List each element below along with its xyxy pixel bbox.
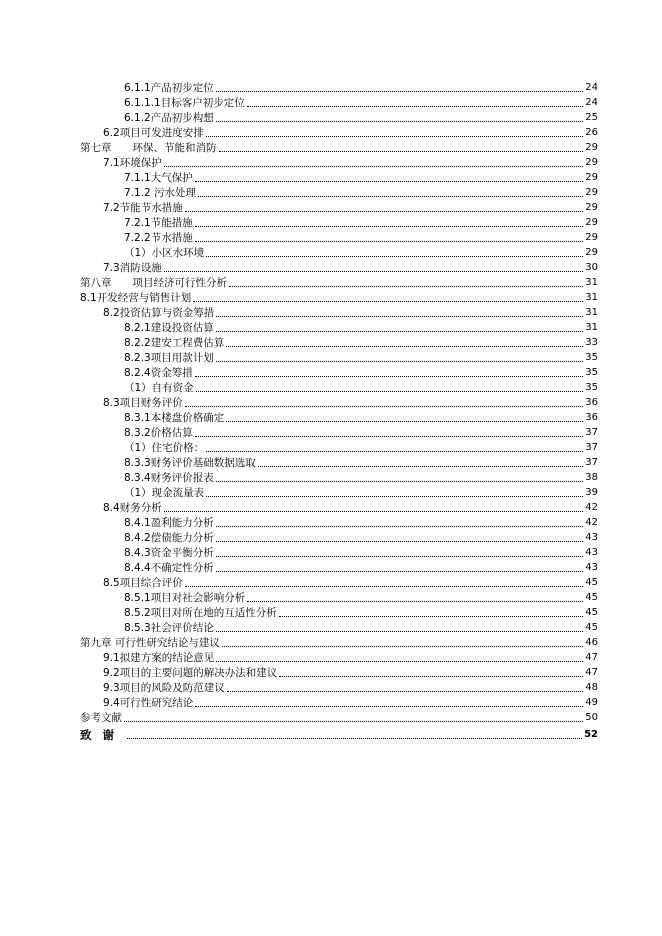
toc-entry-title: 8.4.3资金平衡分析 bbox=[124, 547, 214, 559]
toc-entry-title: 6.2项目可发进度安排 bbox=[103, 127, 204, 139]
toc-dot-leader bbox=[195, 435, 584, 437]
toc-dot-leader bbox=[127, 737, 582, 739]
toc-entry[interactable] bbox=[80, 80, 598, 95]
toc-entry[interactable] bbox=[80, 155, 598, 170]
toc-entry-page: 31 bbox=[585, 307, 598, 318]
toc-entry-title: 8.5项目综合评价 bbox=[103, 577, 183, 589]
toc-dot-leader bbox=[206, 450, 583, 452]
toc-entry[interactable] bbox=[80, 440, 598, 455]
toc-dot-leader bbox=[206, 135, 584, 137]
toc-entry-title: 8.3.1本楼盘价格确定 bbox=[124, 412, 225, 424]
toc-dot-leader bbox=[216, 555, 584, 557]
toc-dot-leader bbox=[195, 180, 584, 182]
toc-entry[interactable] bbox=[80, 455, 598, 470]
toc-entry-title: 7.2节能节水措施 bbox=[103, 202, 183, 214]
toc-dot-leader bbox=[193, 300, 583, 302]
toc-entry-page: 45 bbox=[585, 577, 598, 588]
toc-entry[interactable] bbox=[80, 680, 598, 695]
toc-dot-leader bbox=[226, 420, 583, 422]
toc-entry-page: 47 bbox=[585, 652, 598, 663]
toc-entry[interactable] bbox=[80, 545, 598, 560]
toc-entry-page: 37 bbox=[585, 442, 598, 453]
toc-entry-title: 第七章 环保、节能和消防 bbox=[80, 142, 217, 154]
toc-entry-title: 第九章 可行性研究结论与建议 bbox=[80, 637, 220, 649]
toc-entry-page: 47 bbox=[585, 667, 598, 678]
table-of-contents bbox=[80, 80, 598, 742]
toc-entry-title: 8.5.1项目对社会影响分析 bbox=[124, 592, 246, 604]
toc-entry[interactable] bbox=[80, 305, 598, 320]
toc-entry-title: （1）自有资金 bbox=[124, 382, 194, 394]
toc-dot-leader bbox=[195, 240, 584, 242]
toc-entry-page: 49 bbox=[585, 697, 598, 708]
toc-entry[interactable] bbox=[80, 470, 598, 485]
toc-entry-page: 31 bbox=[585, 322, 598, 333]
toc-entry-title: 8.1开发经营与销售计划 bbox=[80, 292, 192, 304]
toc-dot-leader bbox=[216, 360, 584, 362]
toc-entry[interactable] bbox=[80, 620, 598, 635]
toc-entry[interactable] bbox=[80, 410, 598, 425]
toc-dot-leader bbox=[164, 165, 584, 167]
toc-entry[interactable] bbox=[80, 605, 598, 620]
toc-entry-page: 29 bbox=[585, 172, 598, 183]
toc-dot-leader bbox=[279, 615, 584, 617]
toc-entry-title: 7.1.1大气保护 bbox=[124, 172, 193, 184]
toc-entry-title: 8.2投资估算与资金筹措 bbox=[103, 307, 215, 319]
toc-entry-title: 8.2.2建安工程费估算 bbox=[124, 337, 225, 349]
toc-entry[interactable] bbox=[80, 500, 598, 515]
toc-dot-leader bbox=[198, 195, 583, 197]
toc-entry-page: 35 bbox=[585, 352, 598, 363]
toc-entry[interactable] bbox=[80, 635, 598, 650]
toc-entry-title: 致谢 bbox=[80, 728, 125, 742]
toc-entry-page: 30 bbox=[585, 262, 598, 273]
toc-entry-title: 9.2项目的主要问题的解决办法和建议 bbox=[103, 667, 278, 679]
toc-dot-leader bbox=[124, 720, 583, 722]
toc-dot-leader bbox=[195, 225, 584, 227]
toc-entry-page: 42 bbox=[585, 502, 598, 513]
toc-dot-leader bbox=[216, 525, 584, 527]
toc-dot-leader bbox=[216, 630, 584, 632]
toc-entry[interactable] bbox=[80, 200, 598, 215]
toc-entry[interactable] bbox=[80, 380, 598, 395]
toc-dot-leader bbox=[216, 315, 583, 317]
toc-entry-title: 8.3项目财务评价 bbox=[103, 397, 183, 409]
toc-dot-leader bbox=[185, 405, 584, 407]
toc-entry[interactable] bbox=[80, 695, 598, 710]
toc-entry-page: 29 bbox=[585, 142, 598, 153]
toc-entry[interactable] bbox=[80, 590, 598, 605]
toc-entry-page: 35 bbox=[585, 382, 598, 393]
toc-entry[interactable] bbox=[80, 560, 598, 575]
toc-dot-leader bbox=[195, 375, 584, 377]
toc-entry-title: 7.3消防设施 bbox=[103, 262, 162, 274]
toc-entry-page: 25 bbox=[585, 112, 598, 123]
toc-dot-leader bbox=[206, 495, 583, 497]
toc-entry[interactable] bbox=[80, 485, 598, 500]
toc-dot-leader bbox=[229, 285, 583, 287]
toc-entry[interactable] bbox=[80, 365, 598, 380]
toc-dot-leader bbox=[164, 510, 584, 512]
toc-dot-leader bbox=[216, 480, 584, 482]
toc-entry-page: 39 bbox=[585, 487, 598, 498]
toc-entry-title: 8.4.1盈利能力分析 bbox=[124, 517, 214, 529]
toc-dot-leader bbox=[227, 690, 584, 692]
toc-entry-title: 8.2.3项目用款计划 bbox=[124, 352, 214, 364]
toc-entry[interactable] bbox=[80, 425, 598, 440]
toc-entry[interactable] bbox=[80, 710, 598, 725]
toc-entry-page: 37 bbox=[585, 457, 598, 468]
toc-dot-leader bbox=[222, 645, 583, 647]
toc-entry-page: 31 bbox=[585, 277, 598, 288]
toc-entry-title: （1）现金流量表 bbox=[124, 487, 205, 499]
toc-entry[interactable] bbox=[80, 320, 598, 335]
toc-entry-title: 7.1环境保护 bbox=[103, 157, 162, 169]
toc-entry-title: 9.4可行性研究结论 bbox=[103, 697, 194, 709]
toc-entry-title: 8.4财务分析 bbox=[103, 502, 162, 514]
toc-entry[interactable] bbox=[80, 110, 598, 125]
toc-dot-leader bbox=[185, 210, 584, 212]
toc-dot-leader bbox=[216, 330, 584, 332]
toc-entry-title: 9.1拟建方案的结论意见 bbox=[103, 652, 215, 664]
toc-entry[interactable] bbox=[80, 290, 598, 305]
toc-entry-title: 7.2.1节能措施 bbox=[124, 217, 193, 229]
toc-entry[interactable] bbox=[80, 215, 598, 230]
toc-entry-title: 7.2.2节水措施 bbox=[124, 232, 193, 244]
toc-dot-leader bbox=[258, 465, 584, 467]
toc-entry[interactable] bbox=[80, 260, 598, 275]
toc-dot-leader bbox=[226, 345, 583, 347]
toc-entry-page: 29 bbox=[585, 157, 598, 168]
toc-entry-title: 8.3.2价格估算 bbox=[124, 427, 193, 439]
toc-entry-page: 26 bbox=[585, 127, 598, 138]
toc-dot-leader bbox=[247, 600, 583, 602]
toc-entry[interactable] bbox=[80, 350, 598, 365]
toc-entry-page: 52 bbox=[584, 729, 598, 740]
toc-entry[interactable] bbox=[80, 515, 598, 530]
toc-entry[interactable] bbox=[80, 95, 598, 110]
toc-entry-title: 第八章 项目经济可行性分析 bbox=[80, 277, 227, 289]
toc-entry[interactable] bbox=[80, 395, 598, 410]
toc-entry[interactable] bbox=[80, 650, 598, 665]
toc-entry-page: 43 bbox=[585, 532, 598, 543]
toc-entry-title: 8.3.3财务评价基础数据选取 bbox=[124, 457, 256, 469]
toc-entry-page: 35 bbox=[585, 367, 598, 378]
toc-dot-leader bbox=[206, 255, 583, 257]
toc-entry-page: 50 bbox=[585, 712, 598, 723]
toc-entry-title: 8.5.2项目对所在地的互适性分析 bbox=[124, 607, 277, 619]
toc-dot-leader bbox=[216, 120, 584, 122]
toc-entry-title: （1）小区水环境 bbox=[124, 247, 205, 259]
toc-dot-leader bbox=[185, 585, 584, 587]
toc-entry-page: 31 bbox=[585, 292, 598, 303]
toc-entry[interactable] bbox=[80, 725, 598, 742]
toc-dot-leader bbox=[279, 675, 583, 677]
toc-entry-title: 9.3项目的风险及防范建议 bbox=[103, 682, 225, 694]
toc-entry-page: 45 bbox=[585, 607, 598, 618]
toc-dot-leader bbox=[247, 105, 584, 107]
toc-entry-page: 29 bbox=[585, 187, 598, 198]
toc-entry[interactable] bbox=[80, 530, 598, 545]
toc-entry[interactable] bbox=[80, 230, 598, 245]
toc-dot-leader bbox=[216, 570, 584, 572]
toc-entry[interactable] bbox=[80, 140, 598, 155]
toc-entry-page: 36 bbox=[585, 397, 598, 408]
toc-entry-title: 8.3.4财务评价报表 bbox=[124, 472, 214, 484]
toc-entry-title: （1）住宅价格： bbox=[124, 442, 205, 454]
toc-entry[interactable] bbox=[80, 575, 598, 590]
toc-entry[interactable] bbox=[80, 125, 598, 140]
toc-entry-title: 6.1.1产品初步定位 bbox=[124, 82, 214, 94]
toc-entry-page: 46 bbox=[585, 637, 598, 648]
toc-entry-page: 29 bbox=[585, 217, 598, 228]
toc-entry-page: 38 bbox=[585, 472, 598, 483]
toc-dot-leader bbox=[195, 705, 583, 707]
toc-entry[interactable] bbox=[80, 185, 598, 200]
toc-dot-leader bbox=[196, 390, 584, 392]
toc-dot-leader bbox=[164, 270, 584, 272]
toc-entry[interactable] bbox=[80, 275, 598, 290]
toc-entry-page: 43 bbox=[585, 547, 598, 558]
toc-entry-page: 29 bbox=[585, 232, 598, 243]
toc-entry[interactable] bbox=[80, 245, 598, 260]
toc-entry-title: 6.1.2产品初步构想 bbox=[124, 112, 214, 124]
toc-entry-title: 参考文献 bbox=[80, 712, 122, 724]
toc-entry-title: 6.1.1.1目标客户初步定位 bbox=[124, 97, 245, 109]
toc-entry-title: 8.2.4资金筹措 bbox=[124, 367, 193, 379]
toc-entry-page: 45 bbox=[585, 592, 598, 603]
toc-entry-title: 8.2.1建设投资估算 bbox=[124, 322, 214, 334]
toc-entry[interactable] bbox=[80, 170, 598, 185]
toc-entry-page: 36 bbox=[585, 412, 598, 423]
toc-entry-page: 29 bbox=[585, 202, 598, 213]
toc-entry-title: 8.5.3社会评价结论 bbox=[124, 622, 214, 634]
toc-dot-leader bbox=[216, 540, 584, 542]
toc-entry-page: 29 bbox=[585, 247, 598, 258]
toc-entry-title: 8.4.4不确定性分析 bbox=[124, 562, 214, 574]
toc-entry-page: 45 bbox=[585, 622, 598, 633]
toc-entry[interactable] bbox=[80, 665, 598, 680]
toc-entry-page: 33 bbox=[585, 337, 598, 348]
toc-entry-page: 37 bbox=[585, 427, 598, 438]
toc-entry-page: 42 bbox=[585, 517, 598, 528]
toc-dot-leader bbox=[216, 90, 584, 92]
toc-entry[interactable] bbox=[80, 335, 598, 350]
toc-dot-leader bbox=[216, 660, 583, 662]
toc-entry-page: 48 bbox=[585, 682, 598, 693]
toc-dot-leader bbox=[219, 150, 584, 152]
toc-entry-page: 43 bbox=[585, 562, 598, 573]
toc-entry-title: 7.1.2 污水处理 bbox=[124, 187, 197, 199]
toc-entry-page: 24 bbox=[585, 82, 598, 93]
toc-entry-title: 8.4.2偿债能力分析 bbox=[124, 532, 214, 544]
toc-entry-page: 24 bbox=[585, 97, 598, 108]
